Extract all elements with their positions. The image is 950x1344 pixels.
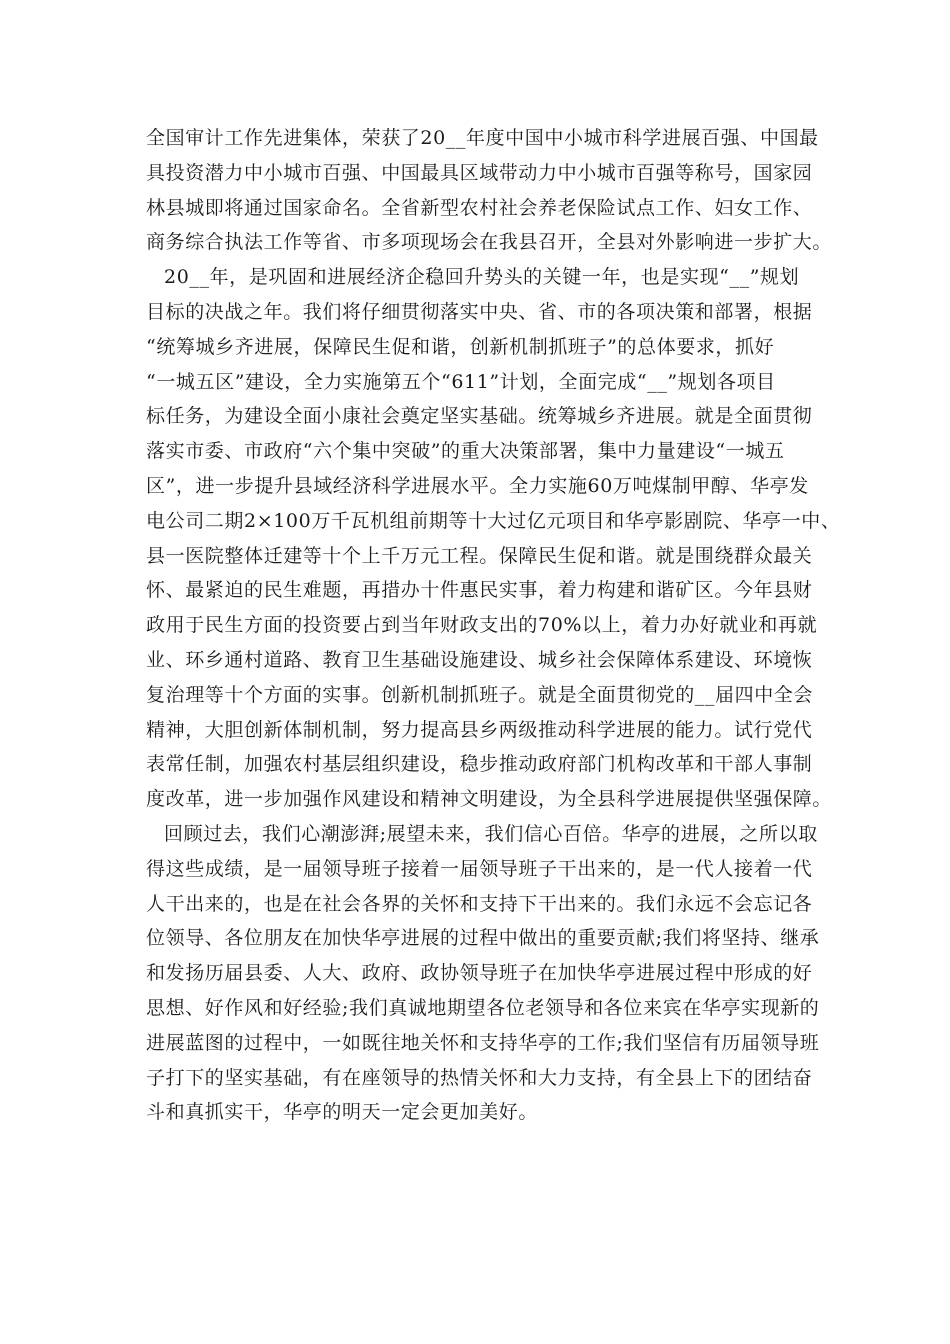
- text-line: 度改革，进一步加强作风建设和精神文明建设，为全县科学进展提供坚强保障。: [146, 788, 833, 811]
- text-line: 县一医院整体迁建等十个上千万元工程。保障民生促和谐。就是围绕群众最关: [146, 544, 813, 567]
- text-line: “一城五区”建设，全力实施第五个“611”计划，全面完成“__”规划各项目: [146, 370, 776, 393]
- paragraph-first-line: 回顾过去，我们心潮澎湃;展望未来，我们信心百倍。华亭的进展，之所以取: [164, 822, 818, 845]
- text-line: 精神，大胆创新体制机制，努力提高县乡两级推动科学进展的能力。试行党代: [146, 718, 813, 741]
- text-line: 复治理等十个方面的实事。创新机制抓班子。就是全面贯彻党的__届四中全会: [146, 683, 814, 706]
- text-line: 斗和真抓实干，华亭的明天一定会更加美好。: [146, 1101, 539, 1124]
- text-line: 标任务，为建设全面小康社会奠定坚实基础。统筹城乡齐进展。就是全面贯彻: [146, 405, 813, 428]
- text-line: 业、环乡通村道路、教育卫生基础设施建设、城乡社会保障体系建设、环境恢: [146, 648, 813, 671]
- text-line: 和发扬历届县委、人大、政府、政协领导班子在加快华亭进展过程中形成的好: [146, 962, 813, 985]
- text-line: 表常任制，加强农村基层组织建设，稳步推动政府部门机构改革和干部人事制: [146, 753, 813, 776]
- text-line: 怀、最紧迫的民生难题，再措办十件惠民实事，着力构建和谐矿区。今年县财: [146, 579, 813, 602]
- text-line: 得这些成绩，是一届领导班子接着一届领导班子干出来的，是一代人接着一代: [146, 857, 813, 880]
- text-line: 全国审计工作先进集体，荣获了20__年度中国中小城市科学进展百强、中国最: [146, 127, 819, 149]
- body-text: [146, 121, 846, 1130]
- text-line: 具投资潜力中小城市百强、中国最具区域带动力中小城市百强等称号，国家园: [146, 161, 813, 184]
- paragraph-first-line: 20__年，是巩固和进展经济企稳回升势头的关键一年，也是实现“__”规划: [164, 266, 800, 289]
- text-line: 电公司二期2×100万千瓦机组前期等十大过亿元项目和华亭影剧院、华亭一中、: [146, 509, 841, 532]
- text-line: 进展蓝图的过程中，一如既往地关怀和支持华亭的工作;我们坚信有历届领导班: [146, 1031, 820, 1054]
- text-line: 人干出来的，也是在社会各界的关怀和支持下干出来的。我们永远不会忘记各: [146, 892, 813, 915]
- text-line: 商务综合执法工作等省、市多项现场会在我县召开，全县对外影响进一步扩大。: [146, 231, 833, 254]
- text-line: 思想、好作风和好经验;我们真诚地期望各位老领导和各位来宾在华亭实现新的: [146, 996, 820, 1019]
- text-line: 位领导、各位朋友在加快华亭进展的过程中做出的重要贡献;我们将坚持、继承: [146, 927, 820, 950]
- text-line: 目标的决战之年。我们将仔细贯彻落实中央、省、市的各项决策和部署，根据: [146, 300, 813, 323]
- text-line: 政用于民生方面的投资要占到当年财政支出的70%以上，着力办好就业和再就: [146, 614, 818, 637]
- text-line: 林县城即将通过国家命名。全省新型农村社会养老保险试点工作、妇女工作、: [146, 196, 813, 219]
- text-line: 落实市委、市政府“六个集中突破”的重大决策部署，集中力量建设“一城五: [146, 440, 785, 463]
- text-line: 子打下的坚实基础，有在座领导的热情关怀和大力支持，有全县上下的团结奋: [146, 1066, 813, 1089]
- text-line: 区”，进一步提升县域经济科学进展水平。全力实施60万吨煤制甲醇、华亭发: [146, 474, 809, 497]
- text-line: “统筹城乡齐进展，保障民生促和谐，创新机制抓班子”的总体要求，抓好: [146, 335, 775, 358]
